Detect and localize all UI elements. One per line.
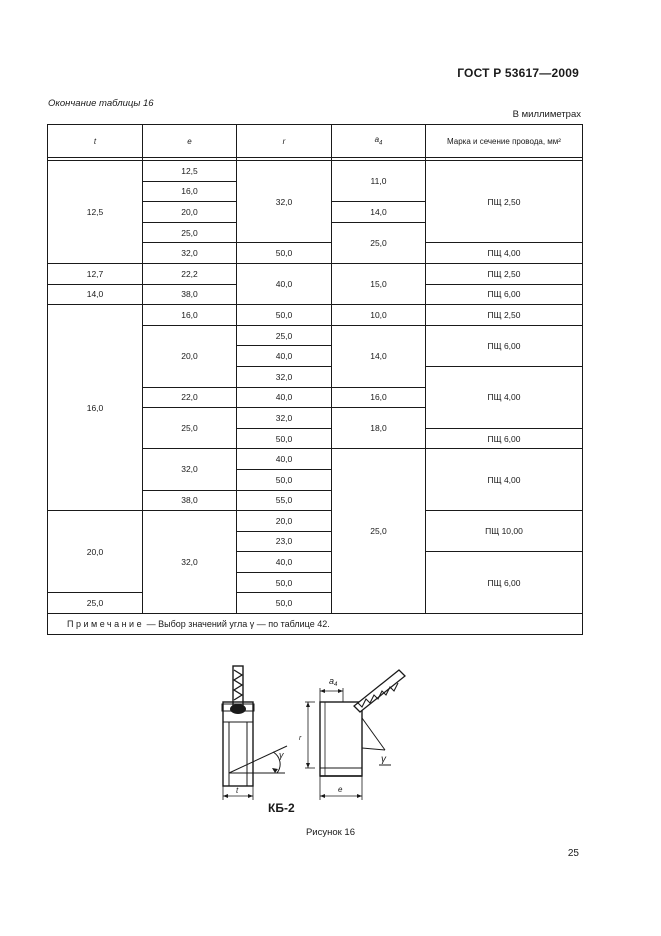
- spec-table: [47, 124, 583, 635]
- cell-e: 12,5: [143, 161, 237, 182]
- cell-a4: 16,0: [332, 387, 426, 408]
- cell-r: 32,0: [237, 366, 332, 387]
- header-e: e: [143, 125, 237, 158]
- dim-label-t: t: [236, 786, 239, 795]
- cell-e: 38,0: [143, 490, 237, 511]
- cell-a4: 25,0: [332, 222, 426, 263]
- cell-wire: ПЩ 4,00: [426, 366, 583, 428]
- cell-r: 40,0: [237, 263, 332, 304]
- cell-r: 40,0: [237, 449, 332, 470]
- figure-label: КБ-2: [268, 801, 295, 815]
- cell-wire: ПЩ 2,50: [426, 305, 583, 326]
- note-text: — Выбор значений угла γ — по таблице 42.: [144, 619, 330, 630]
- cell-a4: 14,0: [332, 325, 426, 387]
- standard-code: ГОСТ Р 53617—2009: [457, 66, 579, 80]
- clamp-drawing: [215, 660, 415, 820]
- cell-e: 16,0: [143, 305, 237, 326]
- cell-r: 32,0: [237, 408, 332, 429]
- cell-e: 20,0: [143, 202, 237, 223]
- cell-wire: ПЩ 6,00: [426, 428, 583, 449]
- cell-a4: 11,0: [332, 161, 426, 202]
- table-caption: Окончание таблицы 16: [48, 98, 154, 109]
- header-t: t: [48, 125, 143, 158]
- cell-r: 40,0: [237, 552, 332, 573]
- front-view: [305, 670, 405, 800]
- cell-e: 38,0: [143, 284, 237, 305]
- cell-r: 23,0: [237, 531, 332, 552]
- table-row: [48, 263, 583, 284]
- cell-r: 50,0: [237, 572, 332, 593]
- cell-r: 50,0: [237, 593, 332, 614]
- table-note-row: [48, 614, 583, 635]
- cell-t: 25,0: [48, 593, 143, 614]
- dim-label-a4: $a_4$: [329, 676, 338, 688]
- cell-r: 50,0: [237, 305, 332, 326]
- table-header-row: [48, 125, 583, 158]
- cell-a4: 25,0: [332, 449, 426, 614]
- units-note: В миллиметрах: [512, 109, 581, 120]
- cell-r: 40,0: [237, 387, 332, 408]
- header-a4: $a_4$: [332, 125, 426, 158]
- cell-wire: ПЩ 4,00: [426, 449, 583, 511]
- cell-r: 50,0: [237, 428, 332, 449]
- cell-r: 50,0: [237, 469, 332, 490]
- cell-wire: ПЩ 6,00: [426, 284, 583, 305]
- cell-t: 12,7: [48, 263, 143, 284]
- dim-label-gamma-front: γ: [381, 754, 386, 765]
- cell-e: 25,0: [143, 222, 237, 243]
- cell-r: 40,0: [237, 346, 332, 367]
- cell-a4: 15,0: [332, 263, 426, 304]
- cell-r: 20,0: [237, 511, 332, 532]
- table-note: [48, 614, 583, 635]
- note-lead: Примечание: [67, 619, 145, 630]
- cell-r: 25,0: [237, 325, 332, 346]
- cell-r: 55,0: [237, 490, 332, 511]
- cell-t: 12,5: [48, 161, 143, 264]
- cell-t: 16,0: [48, 305, 143, 511]
- cell-a4: 10,0: [332, 305, 426, 326]
- cell-e: 32,0: [143, 243, 237, 264]
- cell-wire: ПЩ 4,00: [426, 243, 583, 264]
- cell-e: 25,0: [143, 408, 237, 449]
- cell-e: 32,0: [143, 511, 237, 614]
- cell-e: 20,0: [143, 325, 237, 387]
- header-r: r: [237, 125, 332, 158]
- dim-label-r: r: [299, 735, 302, 742]
- cell-wire: ПЩ 2,50: [426, 263, 583, 284]
- cell-r: 50,0: [237, 243, 332, 264]
- dim-label-e: e: [338, 785, 343, 794]
- cell-a4: 14,0: [332, 202, 426, 223]
- cell-t: 20,0: [48, 511, 143, 593]
- cell-e: 22,2: [143, 263, 237, 284]
- cell-wire: ПЩ 6,00: [426, 325, 583, 366]
- cell-r: 32,0: [237, 161, 332, 243]
- page-number: 25: [567, 848, 579, 859]
- cell-e: 16,0: [143, 181, 237, 202]
- side-view: [222, 666, 287, 800]
- table-row: [48, 305, 583, 326]
- header-wire: Марка и сечение провода, мм²: [426, 125, 583, 158]
- table-row: [48, 161, 583, 182]
- cell-t: 14,0: [48, 284, 143, 305]
- table-row: [48, 511, 583, 532]
- figure-caption: Рисунок 16: [305, 827, 356, 838]
- cell-a4: 18,0: [332, 408, 426, 449]
- dim-label-gamma-side: γ: [279, 750, 284, 760]
- cell-e: 22,0: [143, 387, 237, 408]
- cell-e: 32,0: [143, 449, 237, 490]
- cell-wire: ПЩ 10,00: [426, 511, 583, 552]
- cell-wire: ПЩ 2,50: [426, 161, 583, 243]
- cell-wire: ПЩ 6,00: [426, 552, 583, 614]
